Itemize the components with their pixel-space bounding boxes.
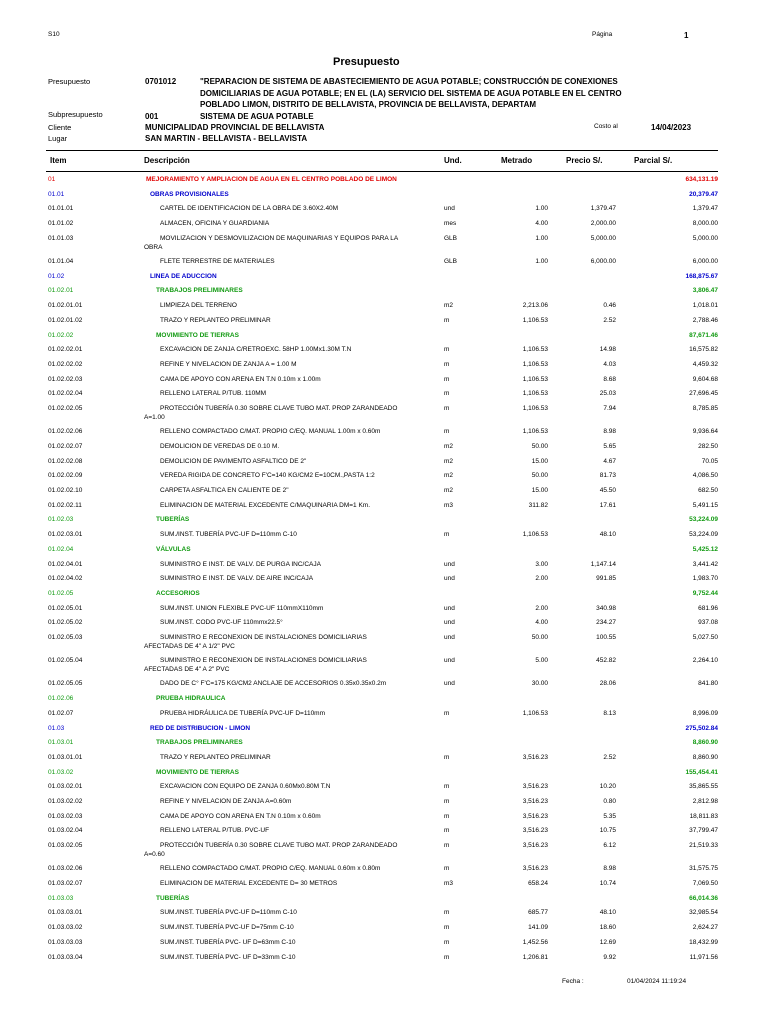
row-metrado: 2.00 <box>535 604 548 612</box>
presupuesto-code: 0701012 <box>145 77 177 86</box>
row-parcial: 2,624.27 <box>692 924 718 932</box>
row-item-code: 01.02.02.06 <box>48 428 83 436</box>
row-description: ALMACEN, OFICINA Y GUARDIANIA <box>160 220 270 228</box>
row-item-code: 01.02.02.07 <box>48 442 83 450</box>
row-unit: m <box>444 390 450 398</box>
column-und: Und. <box>444 156 462 165</box>
row-metrado: 3,516.23 <box>522 865 548 873</box>
row-precio: 9.92 <box>603 953 616 961</box>
row-description: TRABAJOS PRELIMINARES <box>156 287 243 295</box>
row-item-code: 01.02.02.04 <box>48 390 83 398</box>
row-unit: m2 <box>444 487 454 494</box>
row-item-code: 01.02.05.05 <box>48 680 83 688</box>
row-unit: m <box>444 827 450 835</box>
row-unit: m <box>444 953 450 961</box>
row-parcial: 634,131.19 <box>685 176 718 183</box>
row-precio: 8.98 <box>603 865 616 873</box>
row-metrado: 2,213.06 <box>522 302 548 310</box>
row-parcial: 5,491.15 <box>692 501 718 509</box>
row-item-code: 01.02.02.10 <box>48 487 83 494</box>
row-description: SUM./INST. TUBERÍA PVC-UF D=75mm C-10 <box>160 924 294 932</box>
row-unit: m3 <box>444 501 454 509</box>
row-item-code: 01.01.03 <box>48 234 74 242</box>
row-description: ACCESORIOS <box>156 589 200 597</box>
row-item-code: 01.02.03 <box>48 516 74 524</box>
row-unit: und <box>444 205 455 213</box>
row-item-code: 01.02.05.03 <box>48 634 83 641</box>
row-parcial: 21,519.33 <box>689 842 718 850</box>
row-item-code: 01.03.02.02 <box>48 798 83 805</box>
row-parcial: 937.08 <box>698 619 718 627</box>
row-parcial: 8,785.85 <box>692 405 718 412</box>
row-parcial: 8,860.90 <box>692 753 718 761</box>
row-item-code: 01.01.02 <box>48 220 74 228</box>
row-item-code: 01.02.01 <box>48 287 74 295</box>
row-description: SUM./INST. TUBERÍA PVC- UF D=63mm C-10 <box>160 938 296 946</box>
row-item-code: 01 <box>48 176 56 183</box>
row-unit: m <box>444 812 450 820</box>
row-parcial: 18,811.83 <box>689 812 718 820</box>
row-description: ELIMINACION DE MATERIAL EXCEDENTE D= 30 METROS <box>160 880 338 887</box>
row-item-code: 01.02.03.01 <box>48 531 83 539</box>
row-metrado: 1,206.81 <box>522 953 548 961</box>
row-description: SUMINISTRO E INST. DE VALV. DE AIRE INC/CAJA <box>160 575 314 583</box>
row-unit: m2 <box>444 442 454 450</box>
row-unit: mes <box>444 220 457 228</box>
row-parcial: 5,000.00 <box>692 234 718 242</box>
row-item-code: 01.03.03.03 <box>48 938 83 946</box>
row-description: EXCAVACION CON EQUIPO DE ZANJA 0.60Mx0.80M T.N <box>160 783 331 791</box>
row-item-code: 01.02.02.11 <box>48 501 82 509</box>
row-description: SUMINISTRO E INST. DE VALV. DE PURGA INC/CAJA <box>160 560 321 568</box>
row-description: CAMA DE APOYO CON ARENA EN T.N 0.10m x 0.60m <box>160 812 321 820</box>
row-parcial: 8,996.09 <box>692 709 718 717</box>
row-unit: m2 <box>444 472 454 480</box>
row-description: SUMINISTRO E RECONEXION DE INSTALACIONES DOMICILIARIAS <box>160 657 367 665</box>
presupuesto-desc-line2: DOMICILIARIAS DE AGUA POTABLE; EN EL (LA) SERVICIO DEL SISTEMA DE AGUA POTABLE EN EL CENTRO <box>200 89 622 98</box>
row-item-code: 01.03 <box>48 724 65 732</box>
row-metrado: 50.00 <box>531 442 548 450</box>
row-unit: GLB <box>444 258 458 265</box>
row-unit: m <box>444 938 450 946</box>
row-precio: 6.12 <box>603 842 616 850</box>
row-description: MOVIMIENTO DE TIERRAS <box>156 331 239 339</box>
row-description-continued: A=0.60 <box>144 851 165 859</box>
row-parcial: 9,936.64 <box>692 428 718 436</box>
row-metrado: 1,452.56 <box>522 938 548 946</box>
row-unit: m <box>444 360 450 368</box>
row-description: VEREDA RIGIDA DE CONCRETO F'C=140 KG/CM2 E=10CM.,PASTA 1:2 <box>160 472 375 480</box>
row-description: PRUEBA HIDRÁULICA DE TUBERÍA PVC-UF D=110mm <box>160 709 326 717</box>
row-parcial: 27,696.45 <box>689 390 718 398</box>
column-metrado: Metrado <box>501 156 533 165</box>
row-description: SUM./INST. TUBERÍA PVC-UF D=110mm C-10 <box>160 531 297 539</box>
row-item-code: 01.01 <box>48 190 65 198</box>
row-precio: 25.03 <box>599 390 616 398</box>
row-precio: 1,147.14 <box>590 560 616 568</box>
row-precio: 0.80 <box>603 798 616 805</box>
row-item-code: 01.03.02.07 <box>48 880 83 887</box>
row-parcial: 8,860.90 <box>692 739 718 747</box>
subpresupuesto-code: 001 <box>145 112 159 121</box>
row-metrado: 4.00 <box>535 220 548 228</box>
row-precio: 2.52 <box>603 316 616 324</box>
row-description: CAMA DE APOYO CON ARENA EN T.N 0.10m x 1.00m <box>160 375 321 383</box>
row-description: PRUEBA HIDRAULICA <box>156 695 226 703</box>
row-precio: 8.98 <box>603 428 616 436</box>
row-description: VÁLVULAS <box>156 545 191 553</box>
row-unit: m <box>444 316 450 324</box>
row-description: LINEA DE ADUCCION <box>150 272 217 280</box>
row-precio: 14.98 <box>599 346 616 354</box>
row-metrado: 1,106.53 <box>522 360 548 368</box>
column-item: Item <box>50 156 67 165</box>
lugar-label: Lugar <box>48 134 68 143</box>
row-unit: m <box>444 842 450 850</box>
row-parcial: 70.05 <box>701 457 718 465</box>
row-metrado: 15.00 <box>531 487 548 494</box>
row-metrado: 15.00 <box>531 457 548 465</box>
row-item-code: 01.03.03.01 <box>48 909 83 917</box>
row-description: RELLENO COMPACTADO C/MAT. PROPIO C/EQ. MANUAL 0.60m x 0.80m <box>160 865 381 873</box>
row-unit: m <box>444 753 450 761</box>
row-metrado: 3.00 <box>535 560 548 568</box>
row-item-code: 01.03.03.02 <box>48 924 83 932</box>
row-metrado: 5.00 <box>535 657 548 665</box>
row-parcial: 5,425.12 <box>692 545 718 553</box>
row-parcial: 4,086.50 <box>692 472 718 480</box>
subpresupuesto-label: Subpresupuesto <box>48 110 103 119</box>
row-metrado: 50.00 <box>531 634 548 641</box>
row-parcial: 682.50 <box>698 487 718 494</box>
row-unit: m <box>444 798 450 805</box>
row-precio: 234.27 <box>596 619 616 627</box>
row-parcial: 2,788.46 <box>692 316 718 324</box>
row-metrado: 3,516.23 <box>522 783 548 791</box>
row-parcial: 9,604.68 <box>692 375 718 383</box>
row-item-code: 01.02.05.01 <box>48 604 83 612</box>
row-precio: 1,379.47 <box>590 205 616 213</box>
row-metrado: 3,516.23 <box>522 753 548 761</box>
row-metrado: 50.00 <box>531 472 548 480</box>
cliente-value: MUNICIPALIDAD PROVINCIAL DE BELLAVISTA <box>145 123 325 132</box>
lugar-value: SAN MARTIN - BELLAVISTA - BELLAVISTA <box>145 134 308 143</box>
row-unit: und <box>444 657 455 665</box>
row-precio: 8.68 <box>603 375 616 383</box>
row-metrado: 1.00 <box>535 258 548 265</box>
row-unit: m <box>444 865 450 873</box>
software-code: S10 <box>48 31 60 38</box>
row-precio: 100.55 <box>596 634 616 641</box>
row-item-code: 01.01.01 <box>48 205 74 213</box>
row-metrado: 1,106.53 <box>522 405 548 412</box>
row-unit: und <box>444 604 455 612</box>
row-metrado: 1,106.53 <box>522 375 548 383</box>
row-description: DADO DE C° F'C=175 KG/CM2 ANCLAJE DE ACCESORIOS 0.35x0.35x0.2m <box>160 680 387 688</box>
row-item-code: 01.02 <box>48 272 65 280</box>
row-unit: m2 <box>444 457 454 465</box>
row-metrado: 3,516.23 <box>522 842 548 850</box>
row-description: TUBERÍAS <box>156 516 190 524</box>
fecha-label: Fecha : <box>562 978 584 985</box>
column-precio: Precio S/. <box>566 156 603 165</box>
row-unit: und <box>444 619 455 627</box>
row-description-continued: OBRA <box>144 243 163 251</box>
row-description: MEJORAMIENTO Y AMPLIACION DE AGUA EN EL CENTRO POBLADO DE LIMON <box>146 176 397 183</box>
row-item-code: 01.03.02 <box>48 768 74 776</box>
row-parcial: 37,799.47 <box>689 827 718 835</box>
row-parcial: 3,441.42 <box>692 560 718 568</box>
row-parcial: 3,806.47 <box>692 287 718 295</box>
row-precio: 48.10 <box>599 531 616 539</box>
row-parcial: 1,379.47 <box>692 205 718 213</box>
row-unit: und <box>444 634 455 641</box>
row-precio: 48.10 <box>599 909 616 917</box>
row-parcial: 282.50 <box>698 442 718 450</box>
row-description: MOVIMIENTO DE TIERRAS <box>156 768 239 776</box>
presupuesto-desc-line3: POBLADO LIMON, DISTRITO DE BELLAVISTA, PROVINCIA DE BELLAVISTA, DEPARTAM <box>200 100 537 109</box>
row-description: SUM./INST. TUBERÍA PVC- UF D=33mm C-10 <box>160 953 296 961</box>
row-unit: m <box>444 346 450 354</box>
row-precio: 7.94 <box>603 405 616 412</box>
row-metrado: 4.00 <box>535 619 548 627</box>
row-item-code: 01.02.06 <box>48 695 74 703</box>
row-parcial: 1,983.70 <box>692 575 718 583</box>
row-parcial: 32,985.54 <box>689 909 718 917</box>
row-description: SUM./INST. UNION FLEXIBLE PVC-UF 110mmX110mm <box>160 604 324 612</box>
row-unit: GLB <box>444 234 458 242</box>
row-parcial: 53,224.09 <box>689 516 718 524</box>
row-description: OBRAS PROVISIONALES <box>150 190 229 198</box>
row-item-code: 01.02.07 <box>48 709 74 717</box>
row-metrado: 1,106.53 <box>522 390 548 398</box>
row-item-code: 01.03.02.01 <box>48 783 83 791</box>
row-description: CARTEL DE IDENTIFICACION DE LA OBRA DE 3.60X2.40M <box>160 205 339 213</box>
row-unit: m3 <box>444 880 454 887</box>
column-descripcion: Descripción <box>144 156 190 165</box>
fecha-value: 01/04/2024 11:19:24 <box>627 978 687 985</box>
row-item-code: 01.02.02.02 <box>48 360 83 368</box>
row-item-code: 01.02.04.01 <box>48 560 83 568</box>
row-metrado: 3,516.23 <box>522 827 548 835</box>
row-description-continued: A=1.00 <box>144 414 165 421</box>
row-description: REFINE Y NIVELACION DE ZANJA A=0.60m <box>160 798 292 805</box>
row-metrado: 1.00 <box>535 234 548 242</box>
row-unit: m <box>444 428 450 436</box>
row-parcial: 1,018.01 <box>692 302 718 310</box>
row-precio: 10.75 <box>599 827 616 835</box>
row-item-code: 01.02.04.02 <box>48 575 83 583</box>
row-precio: 4.67 <box>603 457 616 465</box>
row-unit: m <box>444 924 450 932</box>
row-unit: m <box>444 531 450 539</box>
page-label: Página <box>592 31 613 38</box>
row-description: TUBERÍAS <box>156 894 190 902</box>
table-header <box>46 150 718 172</box>
row-parcial: 87,671.46 <box>689 331 718 339</box>
row-parcial: 20,379.47 <box>689 190 718 198</box>
row-metrado: 1,106.53 <box>522 346 548 354</box>
row-description: TRAZO Y REPLANTEO PRELIMINAR <box>160 316 271 324</box>
subpresupuesto-desc: SISTEMA DE AGUA POTABLE <box>200 112 314 121</box>
row-precio: 28.06 <box>599 680 616 688</box>
row-metrado: 1,106.53 <box>522 531 548 539</box>
row-unit: m <box>444 783 450 791</box>
presupuesto-label: Presupuesto <box>48 77 91 86</box>
row-precio: 5.35 <box>603 812 616 820</box>
row-precio: 12.69 <box>599 938 616 946</box>
row-item-code: 01.02.01.02 <box>48 316 83 324</box>
row-description: TRABAJOS PRELIMINARES <box>156 739 243 747</box>
page-title: Presupuesto <box>333 56 400 68</box>
row-description: DEMOLICION DE VEREDAS DE 0.10 M. <box>160 442 280 450</box>
costo-date: 14/04/2023 <box>651 123 692 132</box>
row-parcial: 5,027.50 <box>692 634 718 641</box>
cliente-label: Cliente <box>48 123 72 132</box>
row-parcial: 2,812.98 <box>692 798 718 805</box>
row-precio: 0.46 <box>603 302 616 310</box>
row-metrado: 3,516.23 <box>522 798 548 805</box>
row-precio: 45.50 <box>599 487 616 494</box>
row-precio: 5.65 <box>603 442 616 450</box>
row-metrado: 1.00 <box>535 205 548 213</box>
row-item-code: 01.02.02.09 <box>48 472 83 480</box>
row-description: SUM./INST. CODO PVC-UF 110mmx22.5° <box>160 619 283 627</box>
row-precio: 8.13 <box>603 709 616 717</box>
row-precio: 991.85 <box>596 575 616 583</box>
row-unit: m <box>444 405 450 412</box>
row-parcial: 168,875.67 <box>685 272 718 280</box>
row-parcial: 6,000.00 <box>692 258 718 265</box>
row-item-code: 01.02.02.05 <box>48 405 83 412</box>
row-parcial: 66,014.36 <box>689 894 718 902</box>
row-item-code: 01.03.02.03 <box>48 812 83 820</box>
row-parcial: 4,459.32 <box>692 360 718 368</box>
row-unit: m2 <box>444 302 454 310</box>
row-unit: und <box>444 575 455 583</box>
row-description: SUM./INST. TUBERÍA PVC-UF D=110mm C-10 <box>160 909 297 917</box>
row-precio: 17.61 <box>599 501 616 509</box>
row-item-code: 01.02.04 <box>48 545 74 553</box>
row-description: FLETE TERRESTRE DE MATERIALES <box>160 258 275 265</box>
page-number: 1 <box>684 31 689 40</box>
row-item-code: 01.03.01.01 <box>48 753 83 761</box>
row-unit: und <box>444 680 455 688</box>
row-metrado: 141.09 <box>528 924 548 932</box>
row-metrado: 685.77 <box>528 909 548 917</box>
row-item-code: 01.01.04 <box>48 258 74 265</box>
row-parcial: 841.80 <box>698 680 718 688</box>
row-precio: 2.52 <box>603 753 616 761</box>
row-item-code: 01.03.03.04 <box>48 953 83 961</box>
row-parcial: 11,971.56 <box>689 953 718 961</box>
row-precio: 81.73 <box>599 472 616 480</box>
row-item-code: 01.02.01.01 <box>48 302 83 310</box>
row-unit: und <box>444 560 455 568</box>
row-metrado: 1,106.53 <box>522 316 548 324</box>
row-description: LIMPIEZA DEL TERRENO <box>160 302 237 310</box>
row-parcial: 35,865.55 <box>689 783 718 791</box>
row-item-code: 01.03.03 <box>48 894 74 902</box>
row-item-code: 01.03.02.05 <box>48 842 83 850</box>
row-description: DEMOLICION DE PAVIMENTO ASFALTICO DE 2" <box>160 457 307 465</box>
presupuesto-desc-line1: "REPARACION DE SISTEMA DE ABASTECIEMIENTO DE AGUA POTABLE; CONSTRUCCIÓN DE CONEXIONES <box>200 77 618 86</box>
row-item-code: 01.03.01 <box>48 739 74 747</box>
row-description: RELLENO LATERAL P/TUB. PVC-UF <box>160 827 270 835</box>
row-unit: m <box>444 375 450 383</box>
row-parcial: 7,069.50 <box>692 880 718 887</box>
row-description: ELIMINACION DE MATERIAL EXCEDENTE C/MAQUINARIA DM=1 Km. <box>160 501 371 509</box>
row-parcial: 31,575.75 <box>689 865 718 873</box>
row-description: RELLENO COMPACTADO C/MAT. PROPIO C/EQ. MANUAL 1.00m x 0.60m <box>160 428 381 436</box>
row-item-code: 01.03.02.04 <box>48 827 83 835</box>
row-parcial: 681.96 <box>698 604 718 612</box>
row-description-continued: AFECTADAS DE 4" A 2" PVC <box>144 666 230 674</box>
row-metrado: 658.24 <box>528 880 548 887</box>
row-description: RELLENO LATERAL P/TUB. 110MM <box>160 390 267 398</box>
row-description: TRAZO Y REPLANTEO PRELIMINAR <box>160 753 271 761</box>
row-item-code: 01.02.02.03 <box>48 375 83 383</box>
row-unit: m <box>444 909 450 917</box>
row-metrado: 311.82 <box>528 501 548 509</box>
row-unit: m <box>444 709 450 717</box>
row-parcial: 53,224.09 <box>689 531 718 539</box>
row-precio: 10.20 <box>599 783 616 791</box>
row-metrado: 3,516.23 <box>522 812 548 820</box>
costo-label: Costo al <box>594 123 618 130</box>
row-description-continued: AFECTADAS DE 4" A 1/2" PVC <box>144 643 235 650</box>
row-item-code: 01.02.02.08 <box>48 457 83 465</box>
row-precio: 5,000.00 <box>590 234 616 242</box>
row-parcial: 8,000.00 <box>692 220 718 228</box>
row-parcial: 16,575.82 <box>689 346 718 354</box>
row-metrado: 1,106.53 <box>522 709 548 717</box>
row-parcial: 155,454.41 <box>685 768 718 776</box>
row-precio: 10.74 <box>599 880 616 887</box>
row-precio: 2,000.00 <box>590 220 616 228</box>
row-precio: 452.82 <box>596 657 616 665</box>
row-metrado: 1,106.53 <box>522 428 548 436</box>
row-description: MOVILIZACION Y DESMOVILIZACION DE MAQUINARIAS Y EQUIPOS PARA LA <box>160 234 399 242</box>
row-precio: 4.03 <box>603 360 616 368</box>
row-parcial: 275,502.84 <box>685 724 718 732</box>
row-description: SUMINISTRO E RECONEXION DE INSTALACIONES DOMICILIARIAS <box>160 634 367 641</box>
row-item-code: 01.02.02 <box>48 331 74 339</box>
row-item-code: 01.02.02.01 <box>48 346 83 354</box>
row-precio: 340.98 <box>596 604 616 612</box>
row-precio: 18.60 <box>599 924 616 932</box>
row-parcial: 9,752.44 <box>692 589 718 597</box>
row-parcial: 2,264.10 <box>692 657 718 665</box>
column-parcial: Parcial S/. <box>634 156 673 165</box>
row-item-code: 01.03.02.06 <box>48 865 83 873</box>
row-item-code: 01.02.05.02 <box>48 619 83 627</box>
row-parcial: 18,432.99 <box>689 938 718 946</box>
row-item-code: 01.02.05 <box>48 589 74 597</box>
row-item-code: 01.02.05.04 <box>48 657 83 665</box>
row-precio: 6,000.00 <box>590 258 616 265</box>
row-description: CARPETA ASFALTICA EN CALIENTE DE 2" <box>160 487 289 494</box>
row-metrado: 2.00 <box>535 575 548 583</box>
row-description: EXCAVACION DE ZANJA C/RETROEXC. 58HP 1.00Mx1.30M T.N <box>160 346 352 354</box>
row-description: PROTECCIÓN TUBERÍA 0.30 SOBRE CLAVE TUBO MAT. PROP ZARANDEADO <box>160 842 398 850</box>
row-description: REFINE Y NIVELACION DE ZANJA A = 1.00 M <box>160 360 297 368</box>
row-description: RED DE DISTRIBUCION - LIMON <box>150 724 251 732</box>
row-metrado: 30.00 <box>531 680 548 688</box>
row-description: PROTECCIÓN TUBERÍA 0.30 SOBRE CLAVE TUBO MAT. PROP ZARANDEADO <box>160 405 398 412</box>
